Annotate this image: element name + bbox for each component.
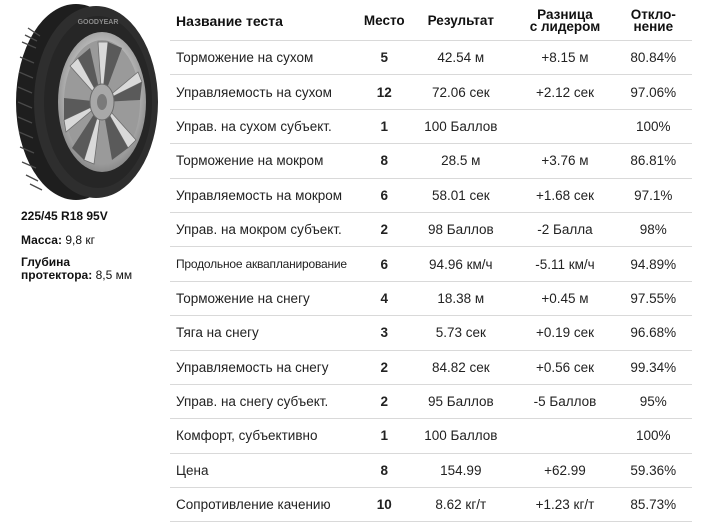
table-row [170, 350, 692, 384]
table-row [170, 453, 692, 487]
place: 2 [362, 212, 406, 246]
depth-value: 8,5 мм [95, 268, 133, 282]
header-diff-line1: Разница [537, 7, 593, 22]
table-row [170, 144, 692, 178]
test-name: Управ. на мокром субъект. [170, 212, 362, 246]
deviation: 86.81% [615, 144, 692, 178]
deviation: 94.89% [615, 247, 692, 281]
deviation: 59.36% [615, 453, 692, 487]
table-row [170, 384, 692, 418]
diff: +1.68 сек [515, 178, 614, 212]
header-dev-line2: нение [633, 19, 674, 34]
deviation: 99.34% [615, 350, 692, 384]
header-dev-line1: Откло- [630, 7, 676, 22]
header-deviation [615, 2, 692, 41]
table-row [170, 75, 692, 109]
mass-label: Масса: [21, 233, 62, 247]
result: 8.62 кг/т [406, 488, 515, 522]
table-row [170, 316, 692, 350]
result: 100 Баллов [406, 109, 515, 143]
table-header-row [170, 2, 692, 41]
test-name: Продольное аквапланирование [170, 247, 362, 281]
table-row [170, 109, 692, 143]
header-test-name: Названиe теста [176, 13, 283, 29]
diff: +3.76 м [515, 144, 614, 178]
tread-depth [21, 256, 171, 282]
place: 6 [362, 178, 406, 212]
test-name: Торможение на снегу [170, 281, 362, 315]
place: 2 [362, 384, 406, 418]
result: 154.99 [406, 453, 515, 487]
test-name: Цена [170, 453, 362, 487]
test-name: Сопротивление качению [170, 488, 362, 522]
brand-text: GOODYEAR [77, 19, 119, 26]
tire-image [14, 2, 160, 202]
table-row [170, 281, 692, 315]
result: 95 Баллов [406, 384, 515, 418]
diff: -5 Баллов [515, 384, 614, 418]
test-name: Управ. на сухом субъект. [170, 109, 362, 143]
deviation: 80.84% [615, 41, 692, 75]
test-name: Комфорт, субъективно [170, 419, 362, 453]
result: 84.82 сек [406, 350, 515, 384]
test-name: Торможение на сухом [170, 41, 362, 75]
test-name: Управляемость на мокром [170, 178, 362, 212]
place: 4 [362, 281, 406, 315]
deviation: 98% [615, 212, 692, 246]
test-name: Торможение на мокром [170, 144, 362, 178]
deviation: 100% [615, 419, 692, 453]
test-results-table [170, 2, 692, 522]
table-row [170, 419, 692, 453]
diff: +2.12 сек [515, 75, 614, 109]
deviation: 100% [615, 109, 692, 143]
depth-label-2: протектора: [21, 268, 93, 282]
result: 72.06 сек [406, 75, 515, 109]
place: 8 [362, 453, 406, 487]
result: 98 Баллов [406, 212, 515, 246]
place: 1 [362, 419, 406, 453]
tire-specs [21, 210, 171, 291]
place: 8 [362, 144, 406, 178]
result: 42.54 м [406, 41, 515, 75]
diff [515, 109, 614, 143]
diff: +0.45 м [515, 281, 614, 315]
table-row [170, 212, 692, 246]
deviation: 96.68% [615, 316, 692, 350]
place: 3 [362, 316, 406, 350]
diff: +62.99 [515, 453, 614, 487]
table-row [170, 247, 692, 281]
deviation: 85.73% [615, 488, 692, 522]
test-name: Управляемость на снегу [170, 350, 362, 384]
diff [515, 419, 614, 453]
deviation: 97.1% [615, 178, 692, 212]
diff: +1.23 кг/т [515, 488, 614, 522]
deviation: 97.06% [615, 75, 692, 109]
result: 28.5 м [406, 144, 515, 178]
header-diff-line2: с лидером [529, 19, 601, 34]
diff: +8.15 м [515, 41, 614, 75]
test-name: Управляемость на сухом [170, 75, 362, 109]
table-row [170, 178, 692, 212]
depth-label-1: Глубина [21, 255, 71, 269]
diff: +0.56 сек [515, 350, 614, 384]
diff: +0.19 сек [515, 316, 614, 350]
test-name: Тяга на снегу [170, 316, 362, 350]
result: 58.01 сек [406, 178, 515, 212]
test-name: Управ. на снегу субъект. [170, 384, 362, 418]
deviation: 97.55% [615, 281, 692, 315]
table-row [170, 41, 692, 75]
table-row [170, 488, 692, 522]
result: 94.96 км/ч [406, 247, 515, 281]
diff: -2 Балла [515, 212, 614, 246]
tire-size: 225/45 R18 95V [21, 209, 108, 223]
header-place: Место [363, 13, 405, 28]
place: 12 [362, 75, 406, 109]
place: 5 [362, 41, 406, 75]
place: 10 [362, 488, 406, 522]
result: 5.73 сек [406, 316, 515, 350]
place: 1 [362, 109, 406, 143]
result: 18.38 м [406, 281, 515, 315]
place: 2 [362, 350, 406, 384]
deviation: 95% [615, 384, 692, 418]
header-result: Результат [427, 13, 494, 28]
tire-mass [21, 234, 171, 247]
diff: -5.11 км/ч [515, 247, 614, 281]
header-diff [515, 2, 614, 41]
place: 6 [362, 247, 406, 281]
result: 100 Баллов [406, 419, 515, 453]
mass-value: 9,8 кг [65, 233, 95, 247]
